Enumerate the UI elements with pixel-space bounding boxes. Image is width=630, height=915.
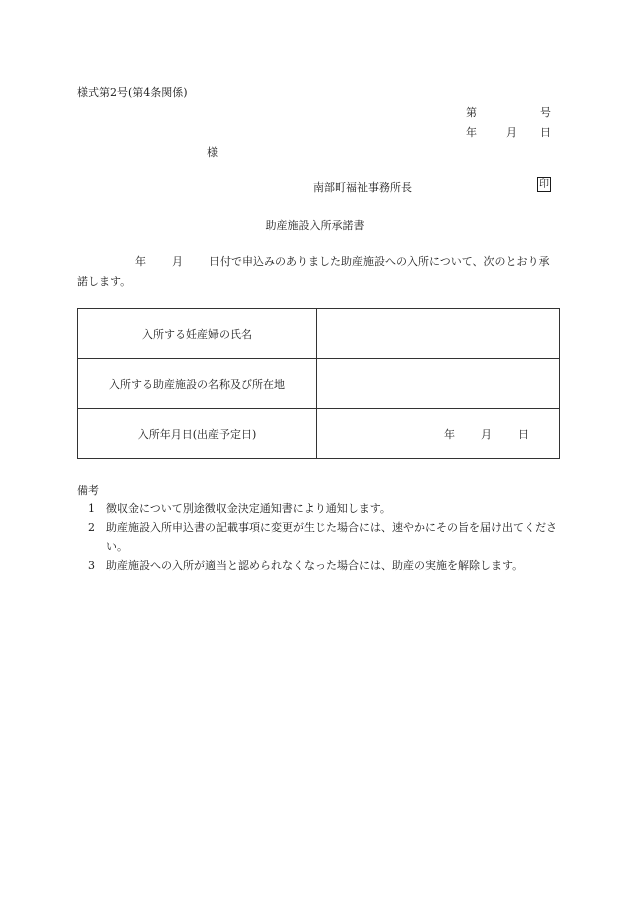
approval-statement: [77, 252, 555, 292]
issuer-name: 南部町福祉事務所長: [313, 181, 412, 194]
table-cell-label: 入所する助産施設の名称及び所在地: [78, 359, 317, 409]
table-cell-value: [317, 309, 560, 359]
table-row: [78, 359, 560, 409]
document-number-prefix: 第: [466, 106, 477, 119]
statement-text: 日付で申込みのありました助産施設への入所について、次のとおり承諾します。: [77, 255, 550, 288]
admission-details-table: [77, 308, 560, 459]
table-cell-label: 入所する妊産婦の氏名: [78, 309, 317, 359]
statement-year: 年: [135, 255, 146, 268]
admission-day: 日: [518, 427, 529, 441]
form-number: 様式第2号(第4条関係): [77, 86, 188, 99]
remarks-heading: 備考: [77, 484, 99, 497]
table-row: [78, 409, 560, 459]
admission-year: 年: [444, 427, 455, 441]
document-title: 助産施設入所承諾書: [265, 219, 365, 232]
remark-item: 1 徴収金について別途徴収金決定通知書により通知します。: [88, 502, 391, 515]
issue-date-month: 月: [506, 126, 517, 139]
seal-mark: 印: [539, 179, 549, 190]
addressee-suffix: 様: [207, 146, 218, 159]
remark-item: 2 助産施設入所申込書の記載事項に変更が生じた場合には、速やかにその旨を届け出てください。: [88, 521, 557, 553]
admission-date-cell: [317, 409, 560, 459]
document-number-suffix: 号: [540, 106, 551, 119]
issue-date-year: 年: [466, 126, 477, 139]
remark-item: 3 助産施設への入所が適当と認められなくなった場合には、助産の実施を解除します。: [88, 559, 524, 572]
table-cell-value: [317, 359, 560, 409]
table-row: [78, 309, 560, 359]
table-cell-label: 入所年月日(出産予定日): [78, 409, 317, 459]
admission-month: 月: [481, 427, 492, 441]
issue-date-day: 日: [540, 126, 551, 139]
statement-month: 月: [172, 255, 183, 268]
